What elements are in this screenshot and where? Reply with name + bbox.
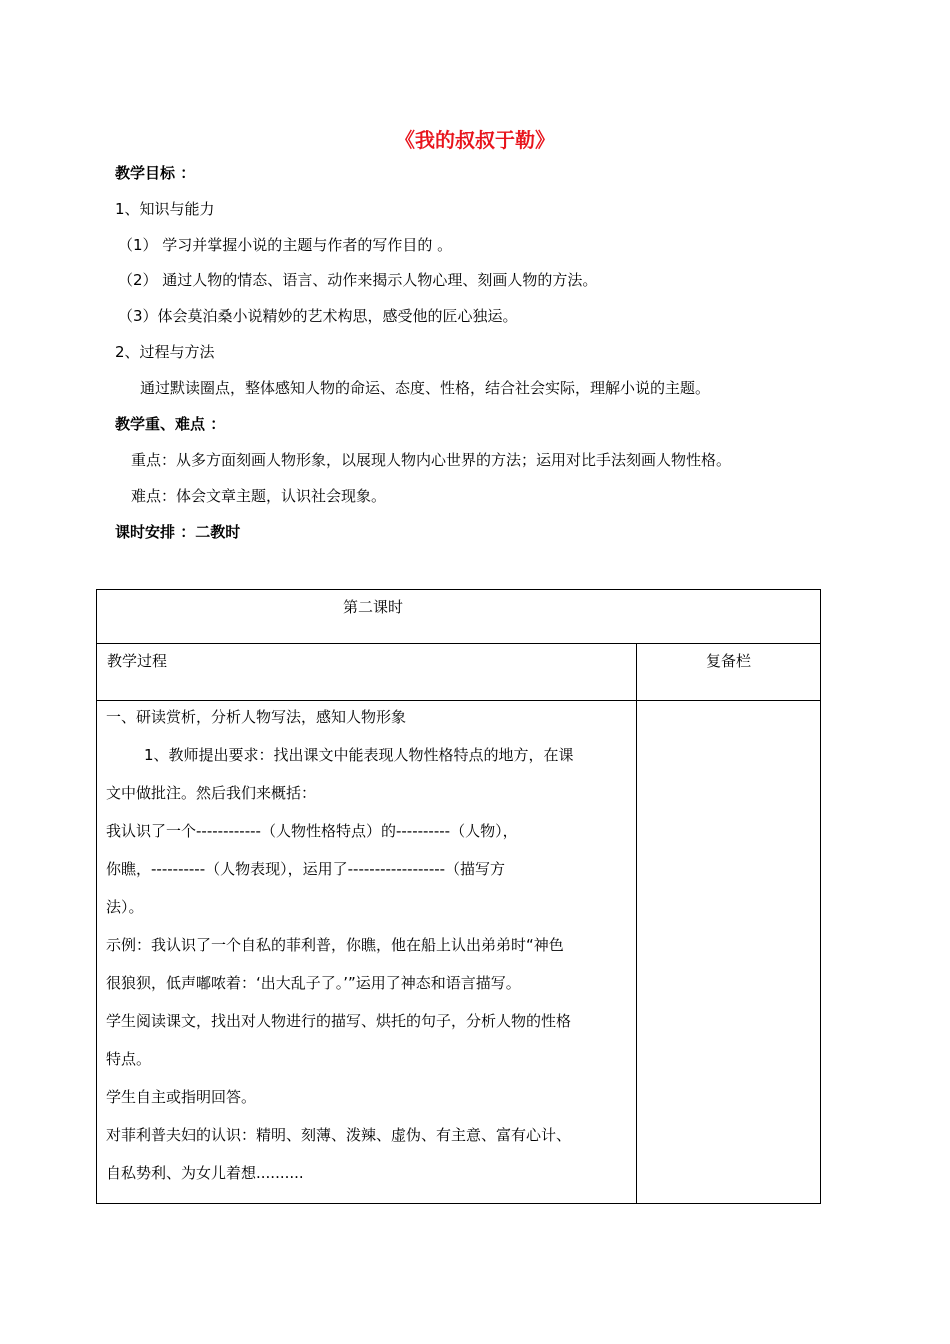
section-knowledge: 1、知识与能力 — [115, 200, 215, 218]
body-line: 你瞧，----------（人物表现），运用了------------------（描写方 — [106, 860, 506, 878]
objective-item-3: （3）体会莫泊桑小说精妙的艺术构思，感受他的匠心独运。 — [118, 307, 518, 325]
objectives-heading: 教学目标 ： — [115, 164, 196, 182]
section-method: 2、过程与方法 — [115, 343, 215, 361]
body-line: 对菲利普夫妇的认识：精明、刻薄、泼辣、虚伪、有主意、富有心计、 — [106, 1126, 572, 1144]
body-line: 法）。 — [106, 898, 144, 916]
body-line: 特点。 — [106, 1050, 152, 1068]
process-content-cell — [97, 701, 637, 1204]
notes-label-cell — [637, 644, 821, 701]
lesson-table — [96, 589, 821, 1204]
lesson-period: 第二课时 — [343, 598, 404, 616]
notes-content-cell — [637, 701, 821, 1204]
objective-item-2: （2） 通过人物的情态、语言、动作来揭示人物心理、刻画人物的方法。 — [118, 271, 598, 289]
process-label-cell — [97, 644, 637, 701]
focus-text: 重点：从多方面刻画人物形象，以展现人物内心世界的方法；运用对比手法刻画人物性格。 — [131, 451, 732, 469]
difficulty-text: 难点：体会文章主题，认识社会现象。 — [131, 487, 387, 505]
keypoints-heading: 教学重、难点 ： — [115, 415, 226, 433]
process-content — [97, 701, 636, 1183]
body-line: 学生阅读课文，找出对人物进行的描写、烘托的句子，分析人物的性格 — [106, 1012, 572, 1030]
method-text: 通过默读圈点，整体感知人物的命运、态度、性格，结合社会实际，理解小说的主题。 — [140, 379, 711, 397]
document-title: 《我的叔叔于勒》 — [395, 128, 555, 152]
step-heading: 一、研读赏析，分析人物写法，感知人物形象 — [106, 708, 407, 726]
process-label: 教学过程 — [107, 652, 168, 670]
body-line: 文中做批注。然后我们来概括： — [106, 784, 317, 802]
body-line: 示例：我认识了一个自私的菲利普，你瞧，他在船上认出弟弟时“神色 — [106, 936, 564, 954]
notes-label: 复备栏 — [706, 652, 752, 670]
body-line: 自私势利、为女儿着想.......... — [106, 1164, 304, 1182]
table-header-cell — [97, 590, 821, 644]
body-line: 我认识了一个------------（人物性格特点）的----------（人物）， — [106, 822, 518, 840]
objective-item-1: （1） 学习并掌握小说的主题与作者的写作目的 。 — [118, 236, 453, 254]
body-line: 1、教师提出要求：找出课文中能表现人物性格特点的地方，在课 — [144, 746, 574, 764]
body-line: 很狼狈，低声嘟哝着：‘出大乱子了。’”运用了神态和语言描写。 — [106, 974, 521, 992]
body-line: 学生自主或指明回答。 — [106, 1088, 257, 1106]
schedule-text: 课时安排 ：二教时 — [115, 523, 241, 541]
